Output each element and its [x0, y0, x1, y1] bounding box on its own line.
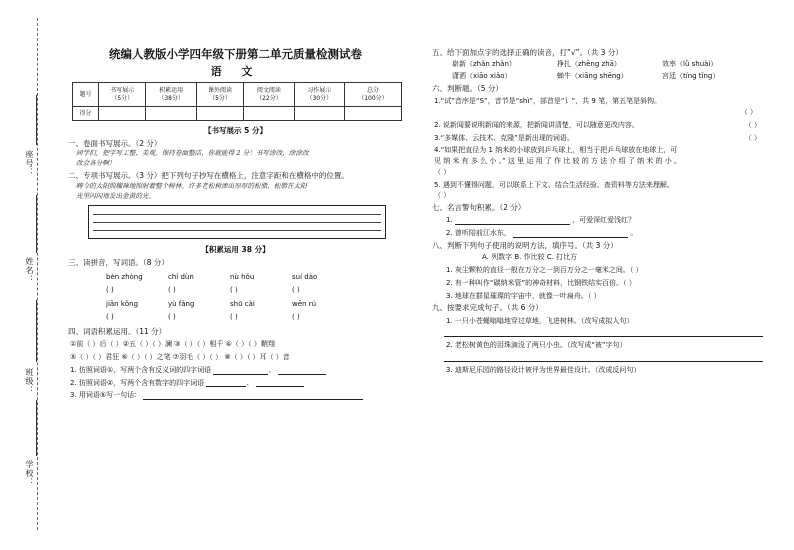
pinyin: bèn zhòng: [106, 272, 143, 281]
score-col-5: 习作展示 （30分）: [294, 83, 344, 107]
judgement-1: [432, 97, 767, 106]
pinyin: shū cài: [230, 300, 255, 309]
question-4-sub-2: 2. 仿照词语②，写两个含有数字的四字词语 、: [68, 379, 403, 388]
score-table: [72, 82, 402, 121]
class-field[interactable]: [36, 300, 37, 362]
question-1-title: 一、卷面书写展示。（2 分）: [68, 138, 162, 148]
method-1[interactable]: 1. 灰尘颗粒的直径一般在万分之一到百万分之一毫米之间。（ ）: [446, 266, 643, 274]
pronunciation-choice[interactable]: 蝉牛（xiāng shēng）: [557, 72, 628, 81]
question-4-sub-2-text: 2. 仿照词语②，写两个含有数字的四字词语: [70, 378, 205, 387]
question-9-title: 九、按要求完成句子。（共 6 分）: [432, 303, 543, 313]
question-4-sub-3: [68, 391, 403, 400]
name-field[interactable]: [36, 195, 37, 253]
copy-writing-box[interactable]: [88, 205, 386, 239]
answer-blank[interactable]: ( ): [168, 285, 176, 294]
pronunciation-choice[interactable]: 效率（lǜ shuài）: [662, 60, 718, 69]
quote-1-text: ，可爱深红爱浅红？: [572, 216, 636, 225]
exam-no-label: 座号：: [25, 150, 34, 177]
answer-blank[interactable]: [455, 217, 570, 225]
question-4-line-2[interactable]: ⑤（ ）（ ）君狂 ⑥（ ）（ ）之笔 ⑦羽毛（ ）（ ） ⑧（ ）（ ）耳（ ）音: [70, 353, 290, 361]
subject-title: 语 文: [210, 65, 261, 79]
question-5-title: 五、给下面加点字的选择正确的读音，打“√”。（共 3 分）: [432, 48, 623, 57]
method-3[interactable]: 3. 地球在群星璀璨的宇宙中，就像一叶扁舟。（ ）: [446, 291, 601, 300]
answer-blank[interactable]: [513, 230, 628, 238]
answer-blank[interactable]: ( ): [168, 313, 176, 322]
question-8-title: 八、判断下列句子使用的说明方法，填序号。（共 3 分）: [432, 240, 618, 250]
question-2-text-a: 畴今的太阳照耀辣地照射着整个树林。许多老松树渗出厚厚的松脂，松脂在太阳: [76, 181, 307, 190]
judgement-2-text: 2. 说新闻要说明新闻的来源，把新闻讲清楚，可以随意更改内容。: [434, 120, 639, 129]
answer-row-1: [68, 286, 403, 295]
question-4-sub-1: 1. 仿照词语①，写两个含有反义词的四字词语 、: [68, 366, 403, 375]
score-cell[interactable]: [294, 107, 344, 121]
score-col-2: 积累运用 （38分）: [146, 83, 196, 107]
writing-line: [93, 222, 381, 223]
question-4-sub-3-text: 3. 用词语⑤写一句话：: [70, 391, 142, 400]
question-4-title: 四、词语积累运用。（11 分）: [68, 326, 167, 336]
exam-no-field[interactable]: [36, 95, 37, 145]
question-5-row-2: [432, 72, 767, 81]
school-field[interactable]: [36, 400, 37, 456]
score-cell[interactable]: [196, 107, 243, 121]
binding-strip: [0, 0, 60, 550]
score-cell[interactable]: [244, 107, 294, 121]
judgement-1-answer[interactable]: （ ）: [740, 108, 757, 116]
pinyin-row-2: [68, 300, 403, 309]
question-3-title: 三、读拼音，写词语。（8 分）: [68, 257, 169, 267]
answer-blank[interactable]: [213, 367, 268, 375]
judgement-2-answer[interactable]: （ ）: [744, 120, 761, 129]
question-4-sub-1-text: 1. 仿照词语①，写两个含有反义词的四字词语: [70, 365, 212, 374]
pronunciation-choice[interactable]: 宫廷（tíng tǐng）: [662, 72, 720, 81]
answer-blank[interactable]: [256, 379, 304, 387]
quote-2: [432, 229, 767, 238]
judgement-2: [432, 121, 767, 130]
score-cell[interactable]: [146, 107, 196, 121]
exam-title: 统编人教版小学四年级下册第二单元质量检测试卷: [109, 47, 362, 61]
score-table-header-label: 题号: [73, 83, 99, 107]
judgement-3: [432, 134, 767, 143]
answer-blank[interactable]: [143, 392, 363, 400]
writing-line: [93, 214, 381, 215]
judgement-5: 5. 遇到不懂得问题，可以联系上下文、结合生活经验、查资料等方法来理解。: [434, 180, 674, 189]
method-options: A. 列数字 B. 作比较 C. 打比方: [482, 253, 578, 262]
score-cell[interactable]: [99, 107, 146, 121]
class-label: 班级：: [25, 368, 34, 395]
judgement-5-answer[interactable]: （ ）: [434, 191, 451, 200]
name-label: 姓名：: [25, 257, 34, 284]
question-2-text-b: 光里闪闪地发出金黄的光。: [76, 191, 156, 200]
score-col-4: 阅文阅读 （22分）: [244, 83, 294, 107]
pinyin-row-1: [68, 273, 403, 282]
rewrite-2-answer-line[interactable]: [444, 350, 763, 362]
answer-blank[interactable]: ( ): [292, 285, 300, 294]
rewrite-1: 1. 一只小苍蝇嗡嗡地穿过草地，飞进树林。（改写成拟人句）: [446, 316, 634, 325]
score-col-6: 总分 （100分）: [344, 83, 401, 107]
right-column: [432, 48, 767, 375]
section-writing-title: 【书写展示 5 分】: [204, 126, 267, 136]
rewrite-2: 2. 老松树黄色的泪珠滴没了两只小虫。（改写成“被”字句）: [446, 341, 627, 350]
question-7-title: 七、名言警句积累。（2 分）: [432, 203, 526, 212]
question-6-title: 六、判断题。（5 分）: [432, 83, 503, 93]
quote-2-text: 2. 曾听陪前江水东，: [446, 229, 511, 238]
judgement-4b: 见 纳 米 有 多 么 小 。” 这 里 运 用 了 作 比 较 的 方 法 介 绍 了 纳 米 的 小 。: [434, 157, 681, 165]
pronunciation-choice[interactable]: 挣扎（zhēng zhā）: [557, 60, 621, 69]
pinyin: wēn rú: [292, 300, 317, 309]
score-row-label: 得分: [73, 107, 99, 121]
writing-line: [93, 230, 381, 231]
answer-blank[interactable]: ( ): [292, 313, 300, 322]
quote-2-end: 。: [630, 229, 638, 238]
judgement-3-answer[interactable]: （ ）: [744, 133, 761, 142]
question-5-row-1: [432, 60, 767, 69]
judgement-4a: 4.“如果把直径为 1 纳米的小球放到乒乓球上，相当于把乒乓球放在地球上，可: [434, 146, 678, 155]
judgement-1-text: 1.“试”音序是“S”，音节是“shì”，部首是“讠”，共 9 笔，第五笔是斜钩。: [434, 97, 662, 106]
pinyin: nù hǒu: [230, 272, 255, 281]
pinyin: chí dùn: [168, 272, 194, 281]
answer-blank[interactable]: ( ): [106, 313, 114, 322]
answer-blank[interactable]: [278, 367, 326, 375]
pronunciation-choice[interactable]: 潇洒（xiāo xiǎo）: [452, 72, 512, 81]
score-col-1: 书写展示 （5分）: [99, 83, 146, 107]
section-accum-title: 【积累运用 38 分】: [201, 245, 270, 255]
question-1-text-a: 同学们，把字写工整、美观，保持卷面整洁，你就能得 2 分！书写涂改，涂涂改: [76, 148, 309, 157]
answer-blank[interactable]: ( ): [230, 313, 238, 322]
left-column: [68, 47, 403, 400]
question-2-title: 二、专项书写展示。（3 分）把下列句子抄写在横格上，注意字距和在横格中的位置。: [68, 171, 349, 181]
pronunciation-choice[interactable]: 崭新（zhǎn zhǎn）: [452, 60, 516, 69]
binding-dashed-line: [37, 18, 38, 530]
pinyin: suí dào: [292, 272, 318, 281]
answer-blank[interactable]: [206, 379, 246, 387]
question-1-text-b: 改会各分啊！: [76, 159, 116, 168]
pinyin: jiān kǒng: [106, 300, 139, 309]
quote-1-number: 1.: [446, 216, 453, 225]
judgement-4-answer[interactable]: （ ）: [434, 167, 451, 176]
rewrite-3: 3. 迪斯尼乐园的路径设计被评为世界最佳设计。（改成反问句）: [446, 366, 641, 375]
school-label: 学校：: [25, 460, 34, 487]
method-2[interactable]: 2. 有一种叫作“碳纳米管”的神奇材料，比钢铁结实百倍。（ ）: [446, 278, 636, 287]
quote-1: [432, 216, 767, 225]
answer-row-2: [68, 313, 403, 322]
rewrite-1-answer-line[interactable]: [444, 325, 763, 337]
question-4-line-1[interactable]: ①前（ ）后（ ）②五（ ）（ ）澜 ③（ ）（ ）相千 ④（ ）（ ）鞘翔: [70, 340, 275, 349]
score-cell[interactable]: [344, 107, 401, 121]
answer-blank[interactable]: ( ): [106, 285, 114, 294]
answer-blank[interactable]: ( ): [230, 285, 238, 294]
score-col-3: 课外阅读 （5分）: [196, 83, 243, 107]
pinyin: yù fǎng: [168, 300, 195, 309]
judgement-3-text: 3.“多媒体、云技术、克隆”是新出现的词语。: [434, 133, 574, 142]
